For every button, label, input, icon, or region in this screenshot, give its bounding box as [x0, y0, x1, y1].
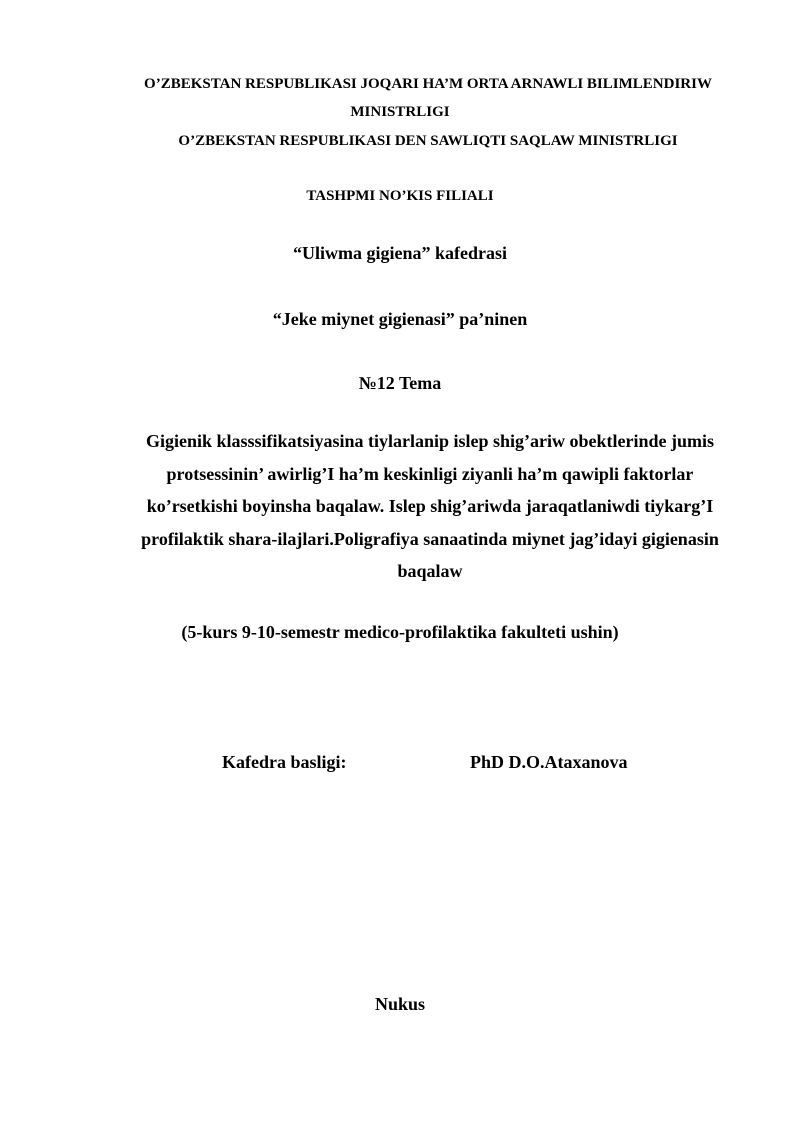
ministry-line-2: MINISTRLIGI: [350, 104, 450, 120]
topic-title: [110, 425, 750, 588]
topic-line: profilaktik shara-ilajlari.Poligrafiya sanaatinda miynet jag’idayi gigienasin: [141, 528, 719, 549]
topic-line: ko’rsetkishi boyinsha baqalaw. Islep shig’ariwda jaraqatlaniwdi tiykarg’I: [146, 496, 714, 516]
topic-line: baqalaw: [397, 561, 463, 581]
signature-name: PhD D.O.Ataxanova: [470, 752, 628, 772]
department-name: “Uliwma gigiena” kafedrasi: [293, 243, 507, 263]
subject-name: “Jeke miynet gigienasi” pa’ninen: [272, 309, 528, 329]
topic-number: №12 Tema: [358, 373, 442, 393]
topic-line: Gigienik klasssifikatsiyasina tiylarlanip islep shig’ariw obektlerinde jumis: [145, 431, 715, 451]
signature-label: Kafedra basligi:: [222, 752, 347, 772]
course-info: (5-kurs 9-10-semestr medico-profilaktika fakulteti ushin): [181, 622, 619, 642]
ministry-line-3: O’ZBEKSTAN RESPUBLIKASI DEN SAWLIQTI SAQLAW MINISTRLIGI: [178, 133, 678, 149]
city-name: Nukus: [374, 994, 426, 1014]
filial-name: TASHPMI NO’KIS FILIALI: [306, 188, 494, 204]
ministry-line-1: O’ZBEKSTAN RESPUBLIKASI JOQARI HA’M ORTA ARNAWLI BILIMLENDIRIW: [144, 76, 712, 92]
topic-line: protsessinin’ awirlig’I ha’m keskinligi ziyanli ha’m qawipli faktorlar: [166, 463, 694, 484]
